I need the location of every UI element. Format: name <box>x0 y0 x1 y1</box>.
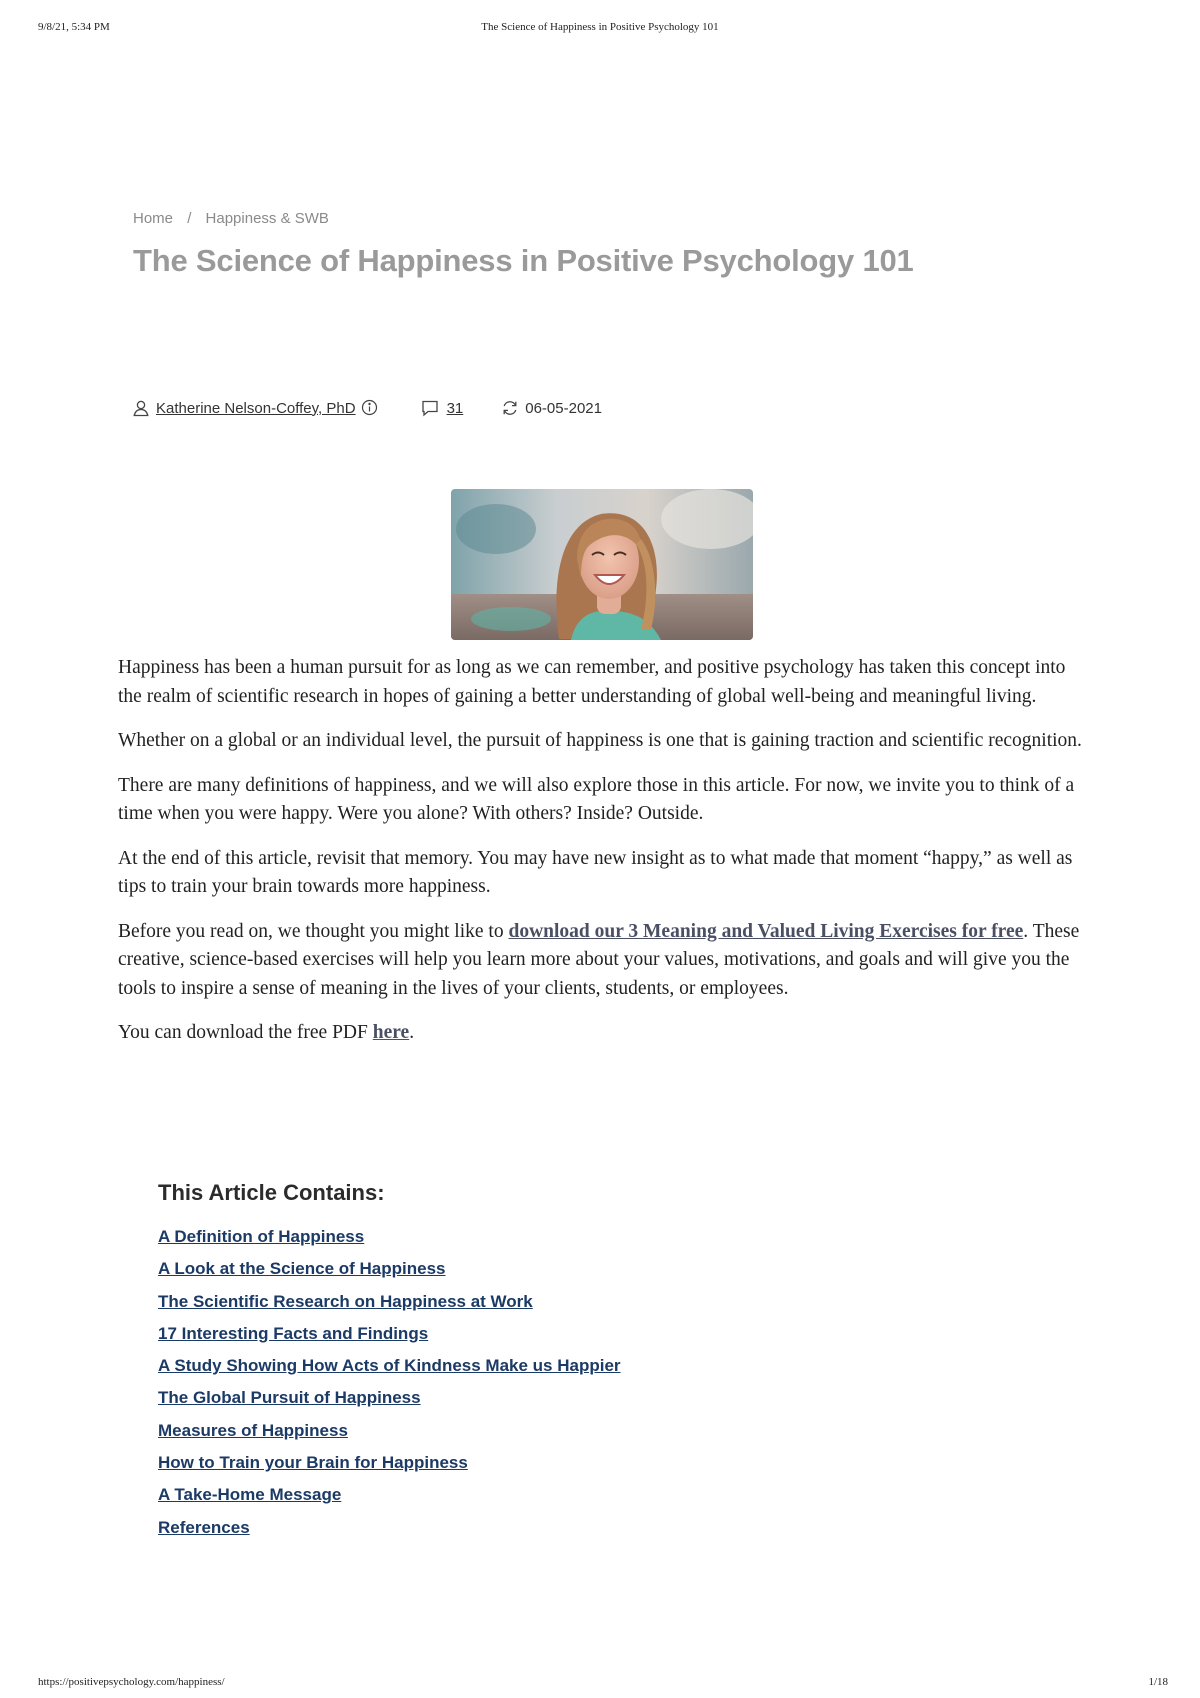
toc-list <box>158 1227 858 1550</box>
toc-link-references[interactable]: References <box>158 1517 250 1537</box>
print-url: https://positivepsychology.com/happiness/ <box>38 1676 225 1688</box>
article-body <box>118 654 1088 1064</box>
breadcrumb <box>133 210 329 227</box>
body-paragraph: At the end of this article, revisit that memory. You may have new insight as to what made that moment “happy,” as well as tips to train your brain towards more happiness. <box>118 847 1073 897</box>
print-page-number: 1/18 <box>1148 1676 1168 1688</box>
toc-item <box>158 1356 858 1388</box>
toc-link-train-brain[interactable]: How to Train your Brain for Happiness <box>158 1453 468 1473</box>
download-exercises-link[interactable]: download our 3 Meaning and Valued Living Exercises for free <box>508 920 1024 942</box>
breadcrumb-separator: / <box>187 210 192 227</box>
body-paragraph: Whether on a global or an individual level, the pursuit of happiness is one that is gaining traction and scientific recognition. <box>118 730 1082 751</box>
download-paragraph <box>118 918 1088 1004</box>
pdf-paragraph <box>118 1019 1088 1048</box>
breadcrumb-category[interactable]: Happiness & SWB <box>205 210 329 227</box>
page-title: The Science of Happiness in Positive Psychology 101 <box>133 243 914 278</box>
print-title: The Science of Happiness in Positive Psychology 101 <box>481 21 719 33</box>
pdf-text-after: . <box>409 1022 415 1043</box>
body-paragraph: There are many definitions of happiness, and we will also explore those in this article. For now, we invite you to think of a time when you were happy. Were you alone? With others? Inside? Outside. <box>118 774 1075 824</box>
toc-item <box>158 1227 858 1259</box>
updated-date-text: 06-05-2021 <box>525 399 602 417</box>
print-date: 9/8/21, 5:34 PM <box>38 21 110 33</box>
info-icon[interactable] <box>361 399 379 417</box>
toc-link-kindness-study[interactable]: A Study Showing How Acts of Kindness Make us Happier <box>158 1356 621 1376</box>
pdf-text-before: You can download the free PDF <box>118 1022 373 1043</box>
download-text-after: . These creative, science-based exercises will help you learn more about your values, motivations, and goals and will give you the tools to inspire a sense of meaning in the lives of your clients, students, or employees. <box>118 920 1080 999</box>
user-icon <box>132 399 150 417</box>
toc-link-take-home[interactable]: A Take-Home Message <box>158 1485 342 1505</box>
pdf-here-link[interactable]: here <box>372 1022 410 1043</box>
toc-item <box>158 1388 858 1420</box>
comment-icon <box>421 399 439 417</box>
author-link[interactable]: Katherine Nelson-Coffey, PhD <box>156 399 356 417</box>
toc-item <box>158 1453 858 1485</box>
comments[interactable] <box>421 399 464 417</box>
comment-count[interactable]: 31 <box>446 399 464 417</box>
print-header <box>0 21 1200 37</box>
table-of-contents <box>158 1180 858 1550</box>
toc-link-measures[interactable]: Measures of Happiness <box>158 1420 348 1440</box>
toc-link-facts-findings[interactable]: 17 Interesting Facts and Findings <box>158 1323 429 1343</box>
refresh-icon <box>501 399 519 417</box>
hero-image <box>451 489 753 640</box>
toc-link-definition[interactable]: A Definition of Happiness <box>158 1227 365 1246</box>
intro-paragraph: Happiness has been a human pursuit for as long as we can remember, and positive psychology has taken this concept into the realm of scientific research in hopes of gaining a better understanding of global well-being and meaningful living. <box>118 657 1066 707</box>
toc-item <box>158 1485 858 1517</box>
print-footer <box>0 1676 1200 1692</box>
article-meta <box>132 397 602 419</box>
toc-link-science[interactable]: A Look at the Science of Happiness <box>158 1259 446 1279</box>
download-text-before: Before you read on, we thought you might like to <box>118 920 509 942</box>
toc-item <box>158 1324 858 1356</box>
toc-item <box>158 1421 858 1453</box>
breadcrumb-home[interactable]: Home <box>133 210 174 227</box>
toc-link-global-pursuit[interactable]: The Global Pursuit of Happiness <box>158 1388 421 1408</box>
toc-item <box>158 1518 858 1550</box>
toc-item <box>158 1292 858 1324</box>
author <box>132 399 379 417</box>
toc-link-research-at-work[interactable]: The Scientific Research on Happiness at Work <box>158 1291 533 1311</box>
toc-heading: This Article Contains: <box>158 1180 385 1205</box>
toc-item <box>158 1259 858 1291</box>
updated-date <box>501 399 602 417</box>
